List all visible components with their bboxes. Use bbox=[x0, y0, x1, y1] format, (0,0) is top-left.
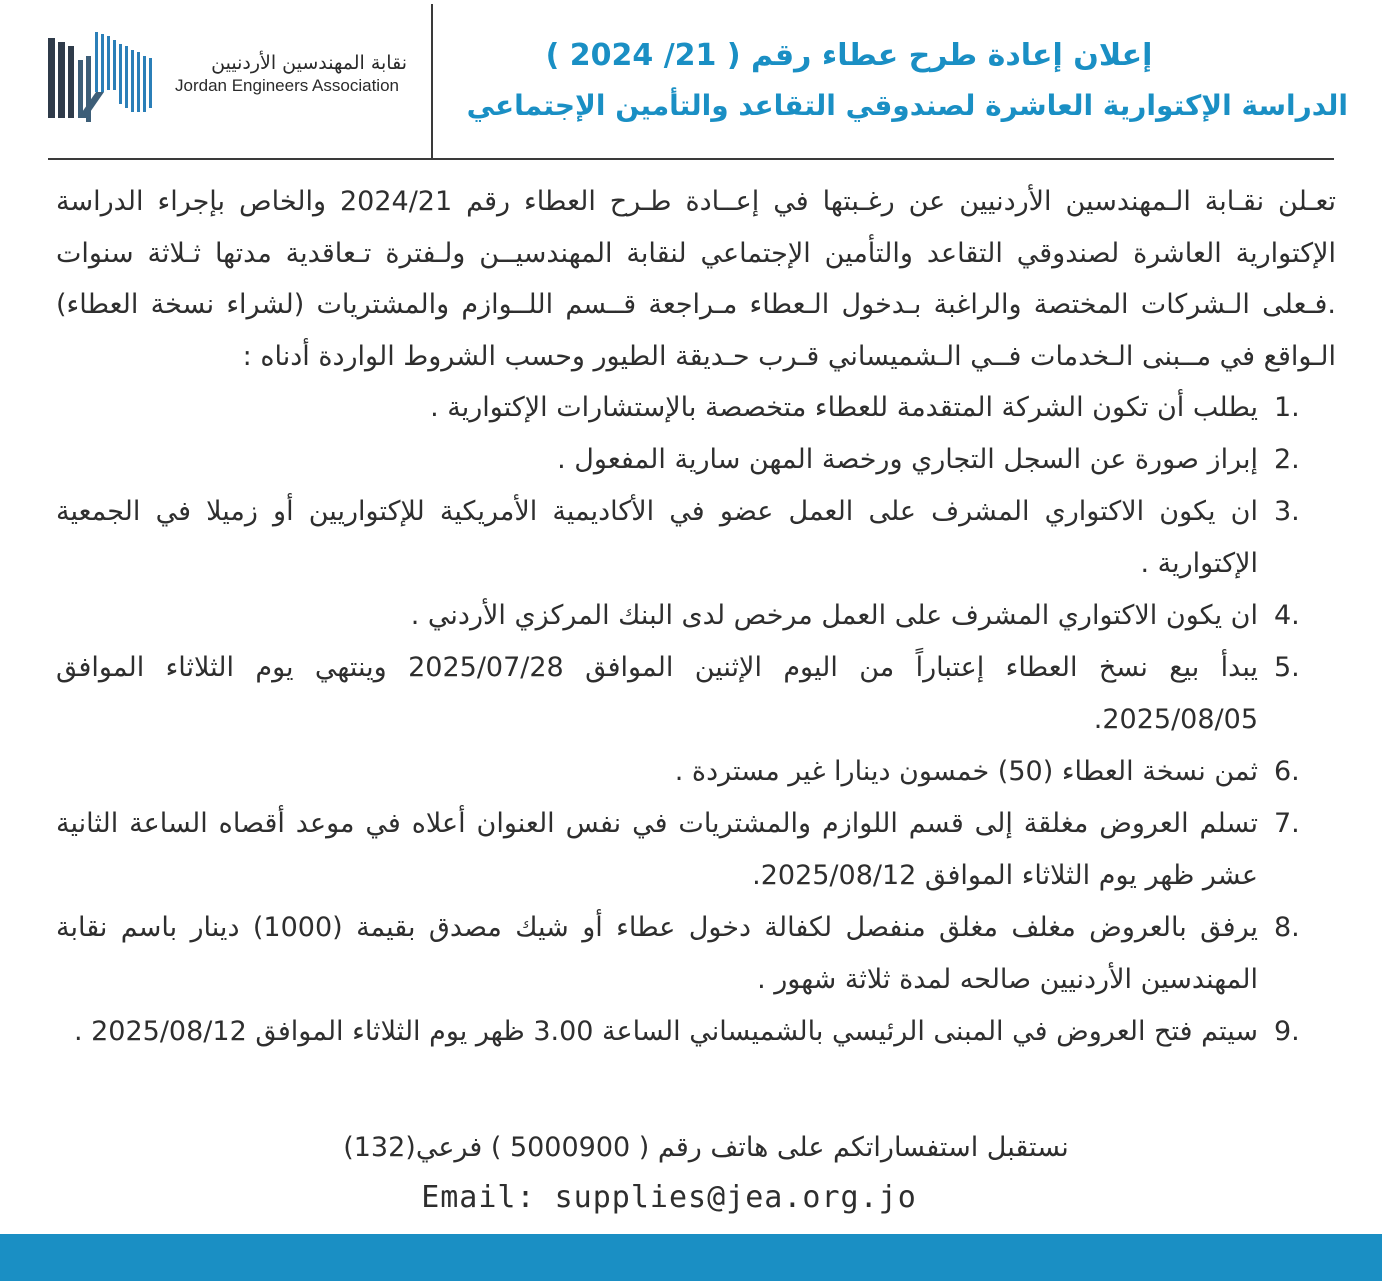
conditions-list bbox=[56, 382, 1336, 1058]
list-item: 9. سيتم فتح العروض في المبنى الرئيسي بالشميساني الساعة 3.00 ظهر يوم الثلاثاء الموافق 2025/08/12 . bbox=[73, 1016, 1300, 1047]
intro-paragraph: تعـلن نقـابة الـمهندسين الأردنيين عن رغـبتها في إعــادة طـرح العطاء رقم 2024/21 والخاص بإجراء الدراسة الإكتوارية العاشرة لصندوقي التقاعد والتأمين الإجتماعي لنقابة المهندسيــن ولـفترة تـعاقدية مدتها ثـلاثة سنوات .فـعلى الـشركات المختصة والراغبة بـدخول الـعطاء مـراجعة قــسم اللــوازم والمشتريات (لشراء نسخة العطاء) الـواقع في مــبنى الـخدمات فــي الـشميساني قـرب حـديقة الطيور وحسب الشروط الواردة أدناه : bbox=[56, 186, 1336, 372]
logo-english-name: Jordan Engineers Association bbox=[175, 76, 399, 95]
jea-logo-icon bbox=[48, 30, 158, 126]
list-item: 4. ان يكون الاكتواري المشرف على العمل مرخص لدى البنك المركزي الأردني . bbox=[410, 600, 1300, 631]
list-item: 3. ان يكون الاكتواري المشرف على العمل عضو في الأكاديمية الأمريكية للإكتواريين أو زميلا في الجمعية الإكتوارية . bbox=[56, 496, 1300, 579]
title-line-1: إعلان إعادة طرح عطاء رقم ( 21/ 2024 ) bbox=[545, 38, 1153, 73]
header-rule bbox=[48, 158, 1334, 160]
list-item: 6. ثمن نسخة العطاء (50) خمسون دينارا غير مستردة . bbox=[674, 756, 1300, 787]
list-item: 5. يبدأ بيع نسخ العطاء إعتباراً من اليوم الإثنين الموافق 2025/07/28 وينتهي يوم الثلاثاء الموافق 2025/08/05. bbox=[56, 652, 1300, 735]
phone-line: نستقبل استفساراتكم على هاتف رقم ( 5000900 ) فرعي(132) bbox=[343, 1132, 1069, 1163]
contact-phone bbox=[0, 1123, 1382, 1173]
list-item: 2. إبراز صورة عن السجل التجاري ورخصة المهن سارية المفعول . bbox=[557, 444, 1300, 475]
list-item: 1. يطلب أن تكون الشركة المتقدمة للعطاء متخصصة بالإستشارات الإكتوارية . bbox=[430, 392, 1300, 423]
footer-bar bbox=[0, 1234, 1382, 1281]
contact-email[interactable]: Email: supplies@jea.org.jo bbox=[421, 1180, 917, 1215]
logo-text bbox=[175, 52, 407, 96]
logo-arabic-name: نقابة المهندسين الأردنيين bbox=[211, 52, 407, 74]
title-line-2: الدراسة الإكتوارية العاشرة لصندوقي التقاعد والتأمين الإجتماعي bbox=[466, 89, 1348, 122]
list-item: 7. تسلم العروض مغلقة إلى قسم اللوازم والمشتريات في نفس العنوان أعلاه في موعد أقصاه الساعة الثانية عشر ظهر يوم الثلاثاء الموافق 2025/08/12. bbox=[56, 808, 1300, 891]
announcement-body bbox=[56, 176, 1336, 1058]
header-divider bbox=[431, 4, 433, 160]
list-item: 8. يرفق بالعروض مغلف مغلق منفصل لكفالة دخول عطاء أو شيك مصدق بقيمة (1000) دينار باسم نقابة المهندسين الأردنيين صالحه لمدة ثلاثة شهور . bbox=[56, 912, 1300, 995]
header bbox=[0, 0, 1382, 160]
announcement-title bbox=[440, 34, 1348, 128]
